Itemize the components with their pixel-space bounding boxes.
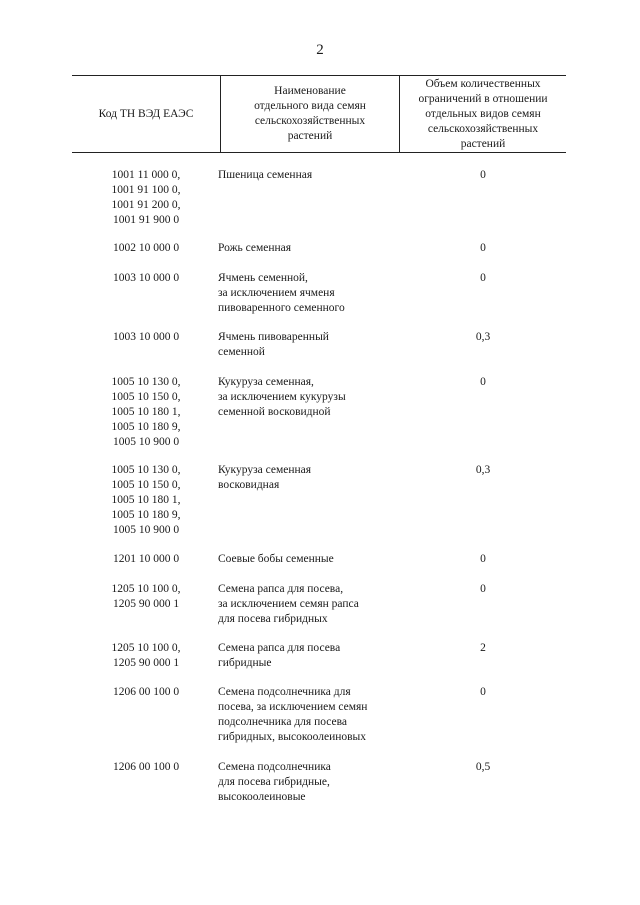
- row-code: 1003 10 000 0: [112, 272, 180, 284]
- row-name: Семена подсолнечника для посева, за исключением семян подсолнечника для посева гибридных, высокоолеиновых: [218, 686, 368, 743]
- row-name: Ячмень семенной, за исключением ячменя пивоваренного семенного: [218, 272, 345, 314]
- row-code: 1201 10 000 0: [112, 553, 180, 565]
- row-volume: 0: [480, 686, 486, 698]
- row-volume: 0: [480, 242, 486, 254]
- row-volume: 0,3: [475, 331, 491, 343]
- row-volume: 0,5: [475, 761, 491, 773]
- row-volume: 0: [480, 376, 486, 388]
- header-name: Наименование отдельного вида семян сельскохозяйственных растений: [220, 76, 400, 152]
- row-code: 1002 10 000 0: [112, 242, 180, 254]
- quota-table: [72, 75, 566, 803]
- row-code: 1205 10 100 0, 1205 90 000 1: [111, 583, 181, 610]
- row-name: Соевые бобы семенные: [218, 553, 334, 565]
- row-name: Семена подсолнечника для посева гибридные, высокоолеиновые: [218, 761, 331, 803]
- row-name: Кукуруза семенная восковидная: [218, 464, 312, 491]
- row-volume: 2: [480, 642, 486, 654]
- row-code: 1003 10 000 0: [112, 331, 180, 343]
- table-header: [72, 75, 566, 153]
- header-code: Код ТН ВЭД ЕАЭС: [98, 107, 194, 120]
- row-volume: 0,3: [475, 464, 491, 476]
- row-name: Пшеница семенная: [218, 169, 313, 181]
- row-volume: 0: [480, 583, 486, 595]
- row-volume: 0: [480, 169, 486, 181]
- row-name: Семена рапса для посева, за исключением семян рапса для посева гибридных: [218, 583, 359, 625]
- row-code: 1005 10 130 0, 1005 10 150 0, 1005 10 180 1, 1005 10 180 9, 1005 10 900 0: [111, 464, 181, 536]
- row-name: Семена рапса для посева гибридные: [218, 642, 341, 669]
- row-name: Кукуруза семенная, за исключением кукурузы семенной восковидной: [218, 376, 346, 418]
- page-number: 2: [316, 42, 324, 58]
- row-name: Рожь семенная: [218, 242, 292, 254]
- row-code: 1005 10 130 0, 1005 10 150 0, 1005 10 180 1, 1005 10 180 9, 1005 10 900 0: [111, 376, 181, 448]
- row-code: 1205 10 100 0, 1205 90 000 1: [111, 642, 181, 669]
- row-name: Ячмень пивоваренный семенной: [218, 331, 329, 358]
- row-code: 1001 11 000 0, 1001 91 100 0, 1001 91 200 0, 1001 91 900 0: [111, 169, 181, 226]
- header-volume: Объем количественных ограничений в отношении отдельных видов семян сельскохозяйственных растений: [418, 77, 548, 150]
- row-code: 1206 00 100 0: [112, 761, 180, 773]
- row-volume: 0: [480, 553, 486, 565]
- row-code: 1206 00 100 0: [112, 686, 180, 698]
- row-volume: 0: [480, 272, 486, 284]
